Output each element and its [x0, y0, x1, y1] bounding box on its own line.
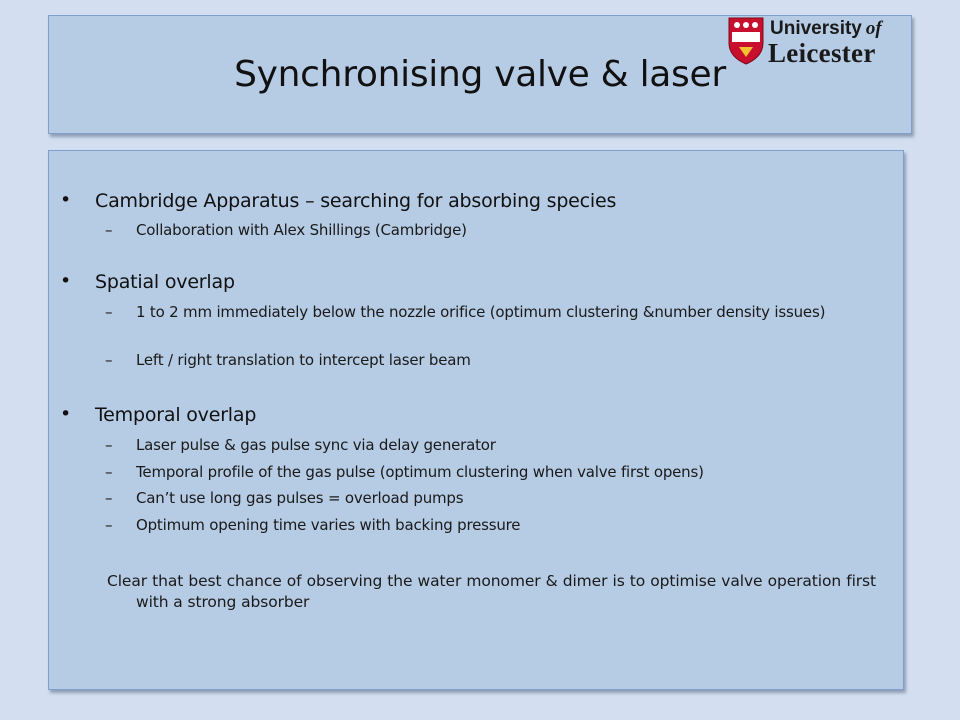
dash-icon: –	[105, 463, 113, 481]
bullet-item: • Cambridge Apparatus – searching for absorbing species	[60, 189, 617, 212]
content-box	[48, 150, 904, 690]
dash-icon: –	[105, 221, 113, 239]
logo-line2: Leicester	[768, 38, 876, 68]
bullet-item: • Spatial overlap	[60, 270, 235, 293]
dash-icon: –	[105, 516, 113, 534]
shield-icon	[728, 17, 764, 65]
sub-bullet-item: – Optimum opening time varies with backing pressure	[105, 516, 521, 534]
sub-bullet-item: – Temporal profile of the gas pulse (optimum clustering when valve first opens)	[105, 463, 704, 481]
dash-icon: –	[105, 351, 113, 369]
dash-icon: –	[105, 489, 113, 507]
dash-icon: –	[105, 436, 113, 454]
sub-bullet-item: – Laser pulse & gas pulse sync via delay generator	[105, 436, 496, 454]
bullet-item: • Temporal overlap	[60, 403, 257, 426]
sub-bullet-item: – Collaboration with Alex Shillings (Cambridge)	[105, 221, 467, 239]
sub-bullet-item: – Left / right translation to intercept laser beam	[105, 351, 471, 369]
bullet-icon: •	[60, 403, 72, 425]
university-logo	[728, 17, 914, 71]
dash-icon: –	[105, 303, 113, 321]
logo-line1: University of	[770, 18, 882, 39]
closing-paragraph: Clear that best chance of observing the water monomer & dimer is to optimise valve operation first with a strong absorber	[107, 572, 876, 611]
bullet-icon: •	[60, 270, 72, 292]
sub-bullet-item: – 1 to 2 mm immediately below the nozzle orifice (optimum clustering &number density issues)	[105, 303, 826, 321]
bullet-icon: •	[60, 189, 72, 211]
sub-bullet-item: – Can’t use long gas pulses = overload pumps	[105, 489, 464, 507]
slide-title: Synchronising valve & laser	[234, 54, 726, 95]
